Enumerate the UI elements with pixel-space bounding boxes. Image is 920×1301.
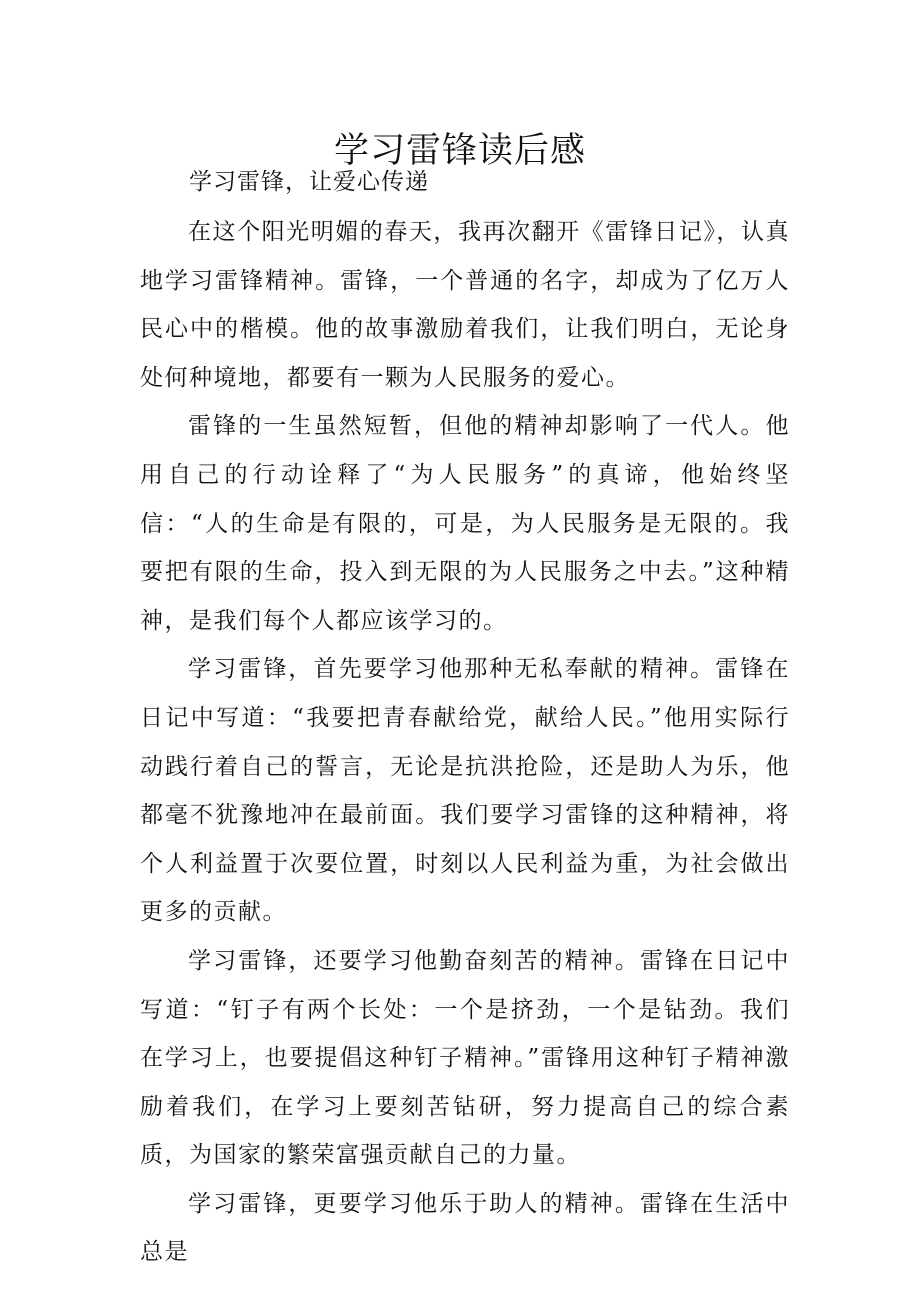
paragraph: 学习雷锋，更要学习他乐于助人的精神。雷锋在生活中总是 xyxy=(140,1190,790,1266)
paragraph: 雷锋的一生虽然短暂，但他的精神却影响了一代人。他用自己的行动诠释了“为人民服务”的真谛，他始终坚信：“人的生命是有限的，可是，为人民服务是无限的。我要把有限的生命，投入到无限的为人民服务之中去。”这种精神，是我们每个人都应该学习的。 xyxy=(140,413,790,634)
paragraph: 学习雷锋，首先要学习他那种无私奉献的精神。雷锋在日记中写道：“我要把青春献给党，献给人民。”他用实际行动践行着自己的誓言，无论是抗洪抢险，还是助人为乐，他都毫不犹豫地冲在最前面。我们要学习雷锋的这种精神，将个人利益置于次要位置，时刻以人民利益为重，为社会做出更多的贡献。 xyxy=(140,656,790,926)
paragraph: 学习雷锋，还要学习他勤奋刻苦的精神。雷锋在日记中写道：“钉子有两个长处：一个是挤劲，一个是钻劲。我们在学习上，也要提倡这种钉子精神。”雷锋用这种钉子精神激励着我们，在学习上要刻苦钻研，努力提高自己的综合素质，为国家的繁荣富强贡献自己的力量。 xyxy=(140,947,790,1169)
paragraph: 在这个阳光明媚的春天，我再次翻开《雷锋日记》，认真地学习雷锋精神。雷锋，一个普通的名字，却成为了亿万人民心中的楷模。他的故事激励着我们，让我们明白，无论身处何种境地，都要有一颗为人民服务的爱心。 xyxy=(140,219,790,391)
document-body xyxy=(140,208,790,1277)
document-subtitle: 学习雷锋，让爱心传递 xyxy=(189,169,429,195)
document-title: 学习雷锋读后感 xyxy=(333,131,586,172)
